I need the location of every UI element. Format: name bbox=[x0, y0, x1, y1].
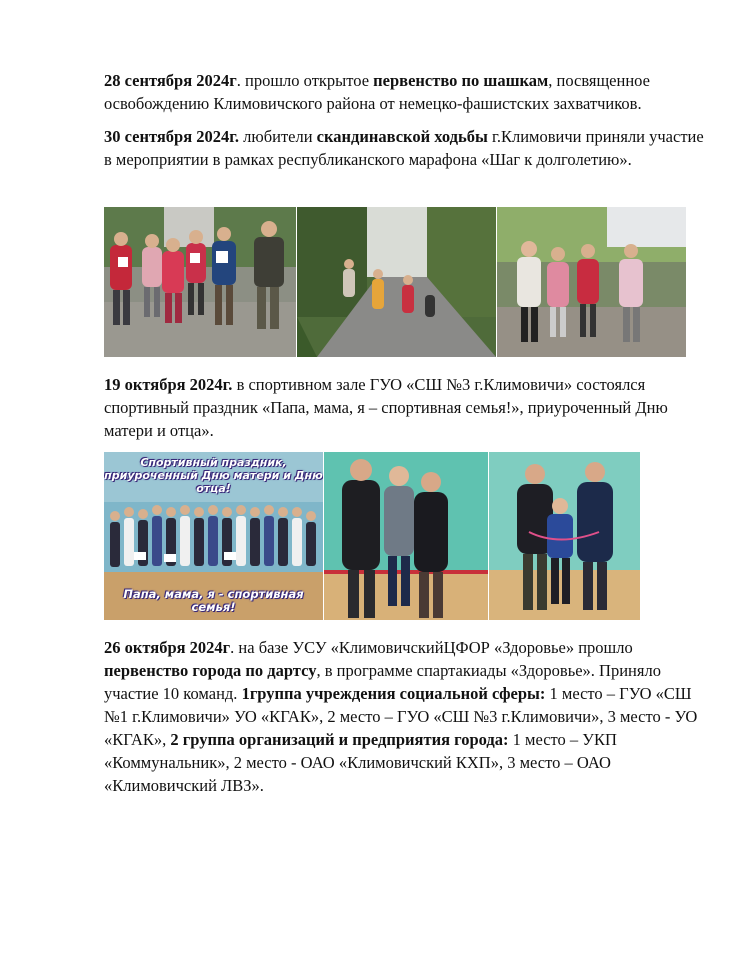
photo-walkers-park-path bbox=[297, 207, 496, 357]
date-label: 19 октября 2024г. bbox=[104, 375, 233, 394]
photo-family-with-girl bbox=[489, 452, 640, 620]
date-label: 30 сентября 2024г. bbox=[104, 127, 240, 146]
photo-sports-family-banner bbox=[104, 452, 323, 620]
paragraph-checkers: 28 сентября 2024г. прошло открытое первенство по шашкам, посвященное освобождению Климовичского района от немецко-фашистских захватчиков. bbox=[104, 71, 650, 113]
banner-top-text: Спортивный праздник, приуроченный Дню матери и Дню отца! bbox=[104, 456, 323, 495]
photo-family-trio bbox=[324, 452, 488, 620]
photo-nordic-walkers-group bbox=[104, 207, 296, 357]
paragraph-sports-family: 19 октября 2024г. в спортивном зале ГУО «СШ №3 г.Климовичи» состоялся спортивный праздник «Папа, мама, я – спортивная семья!», приуроченный Дню матери и отца». bbox=[104, 375, 668, 440]
paragraph-nordic-walking: 30 сентября 2024г. любители скандинавской ходьбы г.Климовичи приняли участие в мероприятии в рамках республиканского марафона «Шаг к долголетию». bbox=[104, 127, 704, 169]
photo-women-nordic-walking bbox=[497, 207, 686, 357]
date-label: 26 октября 2024г bbox=[104, 638, 231, 657]
banner-bottom-text: Папа, мама, я - спортивная семья! bbox=[123, 587, 304, 614]
paragraph-darts: 26 октября 2024г. на базе УСУ «КлимовичскийЦФОР «Здоровье» прошло первенство города по дартсу, в программе спартакиады «Здоровье». Приняло участие 10 команд. 1группа учреждения социальной сферы: 1 место – ГУО «СШ №1 г.Климовичи» УО «КГАК», 2 место – ГУО «СШ №3 г.Климовичи», 3 место - УО «КГАК», 2 группа организаций и предприятия города: 1 место – УКП «Коммунальник», 2 место - ОАО «Климовичский КХП», 3 место – ОАО «Климовичский ЛВЗ». bbox=[104, 638, 698, 795]
date-label: 28 сентября 2024г bbox=[104, 71, 237, 90]
